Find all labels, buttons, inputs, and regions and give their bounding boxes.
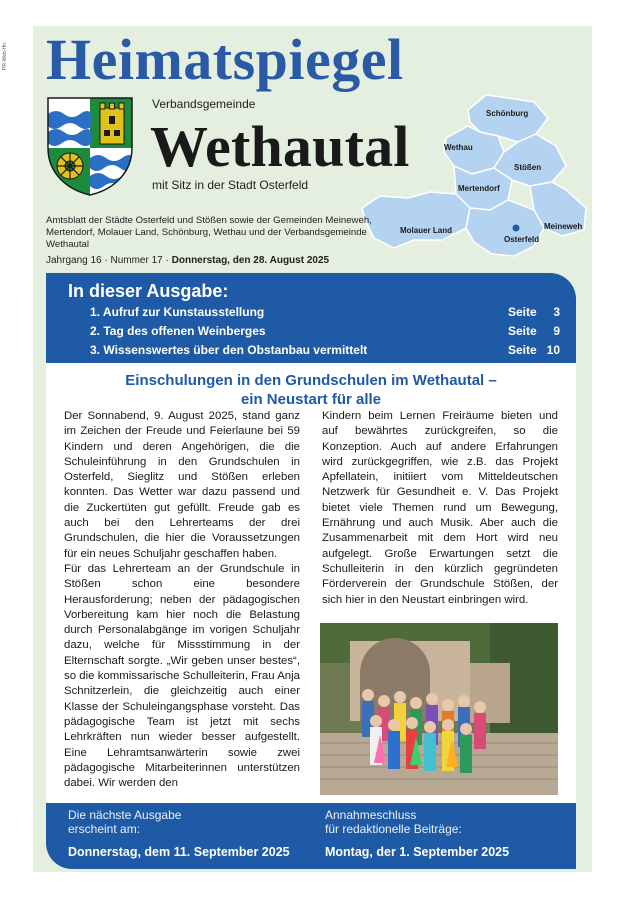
masthead-title: Heimatspiegel	[46, 27, 404, 92]
map-label-molauer-land: Molauer Land	[400, 226, 453, 235]
map-label-stoessen: Stößen	[514, 163, 542, 172]
toc-item-label: 1. Aufruf zur Kunstausstellung	[90, 305, 265, 319]
map-osterfeld-dot	[513, 225, 520, 232]
map-label-osterfeld: Osterfeld	[504, 235, 540, 244]
toc-item-label: 3. Wissenswertes über den Obstanbau vermittelt	[90, 343, 368, 357]
article-column-left	[64, 409, 300, 791]
seat-subtitle: mit Sitz in der Stadt Osterfeld	[152, 178, 309, 192]
article-column-right	[322, 409, 558, 608]
deadline-date: Montag, der 1. September 2025	[325, 845, 510, 859]
toc-title: In dieser Ausgabe:	[68, 281, 229, 301]
imprint-text: Amtsblatt der Städte Osterfeld und Stößen sowie der Gemeinden Meineweh, Mertendorf, Molauer Land, Schönburg, Wethau und der Verbandsgemeinde Wethautal	[46, 215, 372, 250]
verbandsgemeinde-label: Verbandsgemeinde	[152, 97, 256, 111]
article-paragraph: Für das Lehrerteam an der Grundschule in Stößen schon eine besondere Herausforderung; neben der pädagogischen Vorbereitung kam hier noch die Belastung durch Personalabgänge im vorigen Schuljahr dazu, welche für Missstimmung in der Elternschaft sorgte. „Wir geben unser bestes“, so die kommissarische Schulleiterin, Frau Anja Schnitzerlein, die gleichzeitig auch einer Klasse der Schuleingangsphase vorsteht. Das pädagogische Team ist jetzt mit sechs Lehrkräften nun wieder besser aufgestellt. Eine Lehramtsanwärterin sowie zwei pädagogische Mitarbeiterinnen unterstützen dabei. Wir werden den	[64, 562, 300, 790]
next-issue-date: Donnerstag, dem 11. September 2025	[68, 845, 290, 859]
school-children-photo	[320, 623, 558, 795]
article-headline: Einschulungen in den Grundschulen im Wethautal – ein Neustart für alle	[125, 372, 497, 408]
map-region-molauer-land	[362, 192, 470, 248]
town-title: Wethautal	[150, 114, 410, 179]
deadline-label: Annahmeschluss für redaktionelle Beiträge:	[325, 808, 462, 836]
article	[46, 363, 576, 803]
toc-item-page: Seite 9	[508, 324, 560, 338]
coat-of-arms-icon	[46, 96, 134, 196]
article-paragraph: Der Sonnabend, 9. August 2025, stand ganz im Zeichen der Freude und Feierlaune bei 59 Kindern und deren Angehörigen, die die Schuleinführung in den Grundschulen in Osterfeld, Sieglitz und Stößen erleben konnten. Das Wetter war dazu passend und die Zuckertüten gut gefüllt. Freude gab es auch bei den Lehrerteams der drei Grundschulen, die hier die Voraussetzungen für ein neues Schuljahr geschaffen haben.	[64, 410, 300, 560]
print-note: PR-Web-Hh	[2, 43, 8, 70]
toc-item[interactable]	[90, 324, 560, 342]
toc-item-page: Seite 10	[508, 343, 560, 357]
toc-item-label: 2. Tag des offenen Weinberges	[90, 324, 266, 338]
toc-panel	[46, 273, 576, 363]
issue-number: Jahrgang 16 · Nummer 17 ·	[46, 255, 172, 266]
article-paragraph: Kindern beim Lernen Freiräume bieten und auf bewährtes zurückgreifen, so die Konzeption. Auch auf andere Erfahrungen wird zurückgegriffen, wie z.B. das Projekt Apfellatein, initiiert vom Mitteldeutschen Netzwerk für Gesundheit e. V. Das Projekt bietet viele Themen rund um Bewegung, Ernährung und auch Musik. Aber auch die Zusammenarbeit mit dem Hort wird neu aufgelegt. Große Erwartungen setzt die Schulleiterin in den kürzlich gegründeten Förderverein der Grundschule Stößen, der sich hier in den Neustart einbringen wird.	[322, 410, 558, 606]
issue-line	[46, 255, 329, 266]
footer-panel	[46, 803, 576, 869]
map-label-meineweh: Meineweh	[544, 222, 583, 231]
map-label-schoenburg: Schönburg	[486, 109, 529, 118]
municipality-map	[358, 90, 590, 265]
map-region-osterfeld	[466, 200, 544, 256]
next-issue-label: Die nächste Ausgabe erscheint am:	[68, 808, 182, 836]
toc-item-page: Seite 3	[508, 305, 560, 319]
map-label-wethau: Wethau	[444, 143, 473, 152]
issue-date: Donnerstag, den 28. August 2025	[171, 255, 330, 266]
toc-item[interactable]	[90, 343, 560, 361]
toc-item[interactable]	[90, 305, 560, 323]
map-label-mertendorf: Mertendorf	[458, 184, 500, 193]
